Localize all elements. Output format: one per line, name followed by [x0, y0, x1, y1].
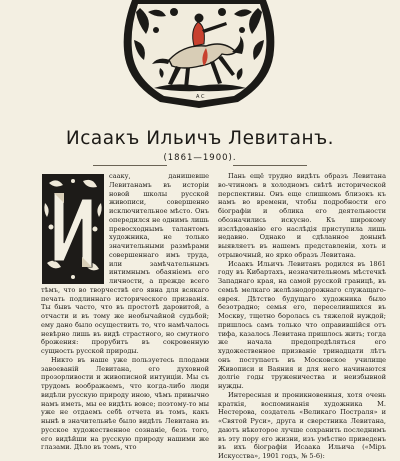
- paragraph-left-1: сааку, данишевше Левитанамъ въ исторіи новой школы русской живописи, совершенно исключительное мѣсто. Онъ опередился не однимъ лишь превосходнымъ талантомъ художника, не только значительными размѣрами совершеннаго имъ труда, или замѣчательнымъ интимнымъ обаяніемъ его личности, а прежде всего тѣмъ, что во творчествѣ его явна для всякаго печать подлиннаго исторического призванія. Ты бывъ часто, что въ простотѣ даровитой, а отчасти и въ тому же необычайной судьбой; ему дано было осуществить то, что намѣчалось невѣрно лишь въ видѣ страстного, но смутного брожения: прорубитъ въ сокровенную сущность русской природы.: [41, 172, 209, 355]
- paragraph-right-3: Интересныя и проникновенныя, хотя очень краткія, воспоминанія художника М. Нестерова, создатель «Великаго Постраля» и «Святой Руси», друга и сверстника Левитана, даютъ нѣкоторое лучше сохранить последнимъ въ эту пору его жизни, изъ умѣстно приведенъ въ ихъ біографіи Исаака Ильича («Міръ Искусства», 1901 годъ, № 5-6):: [218, 390, 386, 460]
- life-years: (1861—1900).: [163, 153, 237, 163]
- divider-right: [233, 165, 307, 166]
- divider-left: [93, 165, 167, 166]
- paragraph-left-2: Никто въ наше уже пользуетесь плодами завоеваній Левитана, его духовной прозорливости и живописной интуиціи. Мы съ трудомъ воображаемъ, что когда-либо люди видѣли русскую природу иною, чѣмъ привычно намъ иметь, мы ее видѣть вовсе; поэтому-то мы уже не отдаемъ себѣ отчета въ томъ, какъ нынѣ в значительнѣе было видѣть Левитана въ русское художественное сознаніе, безъ того, его видѣйши на русскую природу нашими же глазами. Дѣло въ томъ, что: [41, 355, 209, 452]
- paragraph-right-2: Исаакъ Ильичъ Левитанъ родился въ 1861 году въ Кибартахъ, незначительномъ мѣстечкѣ Западнаго края, на самой русской границѣ, въ семьѣ мелкаго желѣзнодорожнаго служащаго-еврея. Дѣтство будущаго художника было безотрадно; семья его, переселившихся въ Москву, тщетно боролась съ тяжелой нуждой; пришлось самъ только что оправившійся отъ тифа, казалось Левитана пришлось жить; тогда же начала предопредѣляться его художественное призваніе тринадцати лѣтъ онъ поступаетъ въ Московское училище Живописи и Ваяния и для него начинаются долгіе годы труженичества и неизбывной нужды.: [218, 259, 386, 390]
- paragraph-right-1: Пань ещё трудно видѣть образъ Левитана во-чтиномъ в холодномъ свѣтѣ исторической перспективы. Онъ еще слишкомъ близокъ къ намъ во времени, чтобы подробности его біографіи и облика его деятельности обозначились искусно. Къ широкому изслѣдованію его наслѣдія приступила лишь недавно. Однако и сдѣланное донынѣ выявляетъ въ нашемъ представленіи, хоть и отрывочный, но ярко образъ Левитана.: [218, 172, 386, 259]
- text-column-right: [218, 172, 386, 460]
- dropcap-ornament: [41, 173, 105, 285]
- article-title: Исаакъ Ильичъ Левитанъ.: [65, 128, 335, 149]
- vignette-signature: A C: [196, 94, 205, 100]
- vignette-illustration: [114, 0, 284, 108]
- dropcap-letter: И: [73, 283, 74, 284]
- text-column-left: [41, 172, 209, 452]
